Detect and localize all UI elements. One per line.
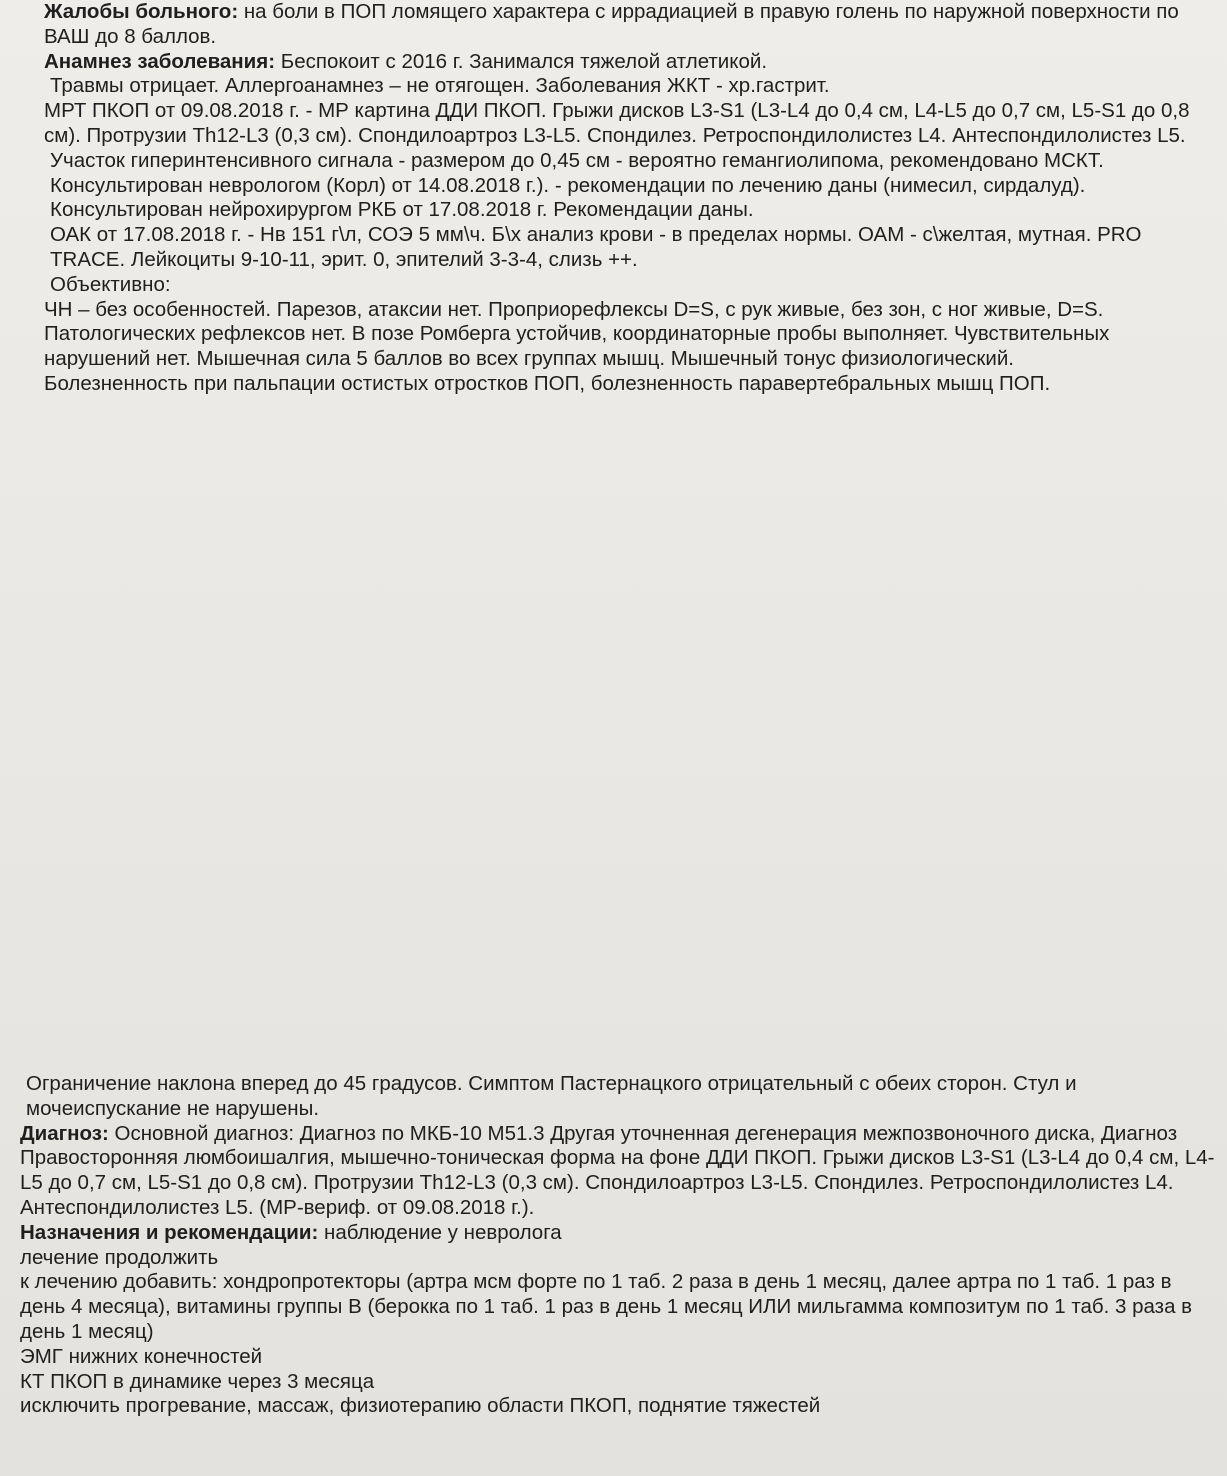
lab-tests-paragraph: ОАК от 17.08.2018 г. - Нв 151 г\л, СОЭ 5 мм\ч. Б\х анализ крови - в пределах нормы. ОАМ - с\желтая, мутная. PRO TRACE. Лейкоциты 9-10-11, эрит. 0, эпителий 3-3-4, слизь ++. bbox=[50, 223, 1142, 271]
rec-line: к лечению добавить: хондропротекторы (артра мсм форте по 1 таб. 2 раза в день 1 месяц, далее артра по 1 таб. 1 раз в день 4 месяца), витамины группы В (берокка по 1 таб. 1 раз в день 1 месяц ИЛИ мильгамма композитум по 1 таб. 3 раза в день 1 месяц) bbox=[20, 1270, 1193, 1343]
trauma-paragraph: Травмы отрицает. Аллергоанамнез – не отягощен. Заболевания ЖКТ - хр.гастрит. bbox=[50, 74, 830, 98]
diagnosis-text: Основной диагноз: Диагноз по МКБ-10 M51.3 Другая уточненная дегенерация межпозвоночного диска, Диагноз Правосторонняя люмбоишалгия, мышечно-тоническая форма на фоне ДДИ ПКОП. Грыжи дисков L3-S1 (L3-L4 до 0,4 см, L4-L5 до 0,7 см, L5-S1 до 0,8 см). Протрузии Th12-L3 (0,3 см). Спондилоартроз L3-L5. Спондилез. Ретроспондилолистез L4. Антеспондилолистез L5. (МР-вериф. от 09.08.2018 г.). bbox=[20, 1121, 1215, 1219]
neurosurgeon-paragraph: Консультирован нейрохирургом РКБ от 17.08.2018 г. Рекомендации даны. bbox=[50, 198, 754, 222]
anamnesis-text: Беспокоит с 2016 г. Занимался тяжелой атлетикой. bbox=[275, 49, 768, 73]
recommendations-label: Назначения и рекомендации: bbox=[20, 1220, 319, 1244]
anamnesis-paragraph bbox=[44, 50, 1209, 75]
rec-line: исключить прогревание, массаж, физиотерапию области ПКОП, поднятие тяжестей bbox=[20, 1394, 821, 1418]
rec-line: КТ ПКОП в динамике через 3 месяца bbox=[20, 1369, 375, 1393]
palpation-paragraph: Болезненность при пальпации остистых отростков ПОП, болезненность паравертебральных мышц ПОП. bbox=[44, 371, 1051, 395]
hyperintense-paragraph: Участок гиперинтенсивного сигнала - размером до 0,45 см - вероятно гемангиолипома, рекомендовано МСКТ. bbox=[50, 148, 1104, 172]
lower-text-block bbox=[20, 1072, 1215, 1419]
complaints-paragraph bbox=[44, 0, 1209, 50]
mri-paragraph: МРТ ПКОП от 09.08.2018 г. - МР картина ДДИ ПКОП. Грыжи дисков L3-S1 (L3-L4 до 0,4 см, L4-L5 до 0,7 см, L5-S1 до 0,8 см). Протрузии Th12-L3 (0,3 см). Спондилоартроз L3-L5. Спондилез. Ретроспондилолистез L4. Антеспондилолистез L5. bbox=[44, 99, 1190, 147]
recommendations-text: наблюдение у невролога bbox=[318, 1220, 562, 1244]
neuro-status-paragraph: ЧН – без особенностей. Парезов, атаксии нет. Проприорефлексы D=S, с рук живые, без зон, с ног живые, D=S. Патологических рефлексов нет. В позе Ромберга устойчив, координаторные пробы выполняет. Чувствительных нарушений нет. Мышечная сила 5 баллов во всех группах мышц. Мышечный тонус физиологический. bbox=[44, 297, 1110, 371]
complaints-text: на боли в ПОП ломящего характера с иррадиацией в правую голень по наружной поверхности по ВАШ до 8 баллов. bbox=[44, 0, 1179, 48]
diagnosis-paragraph bbox=[20, 1122, 1215, 1221]
objective-heading: Объективно: bbox=[50, 272, 171, 296]
recommendations-paragraph bbox=[20, 1221, 1215, 1246]
anamnesis-label: Анамнез заболевания: bbox=[44, 49, 276, 73]
upper-text-block bbox=[44, 0, 1209, 397]
diagnosis-label: Диагноз: bbox=[20, 1121, 109, 1145]
rec-line: лечение продолжить bbox=[20, 1245, 219, 1269]
complaints-label: Жалобы больного: bbox=[44, 0, 239, 23]
neurologist-paragraph: Консультирован неврологом (Корл) от 14.08.2018 г.). - рекомендации по лечению даны (нимесил, сирдалуд). bbox=[50, 173, 1086, 197]
rec-line: ЭМГ нижних конечностей bbox=[20, 1344, 263, 1368]
flexion-paragraph: Ограничение наклона вперед до 45 градусов. Симптом Пастернацкого отрицательный с обеих сторон. Стул и мочеиспускание не нарушены. bbox=[26, 1072, 1077, 1120]
